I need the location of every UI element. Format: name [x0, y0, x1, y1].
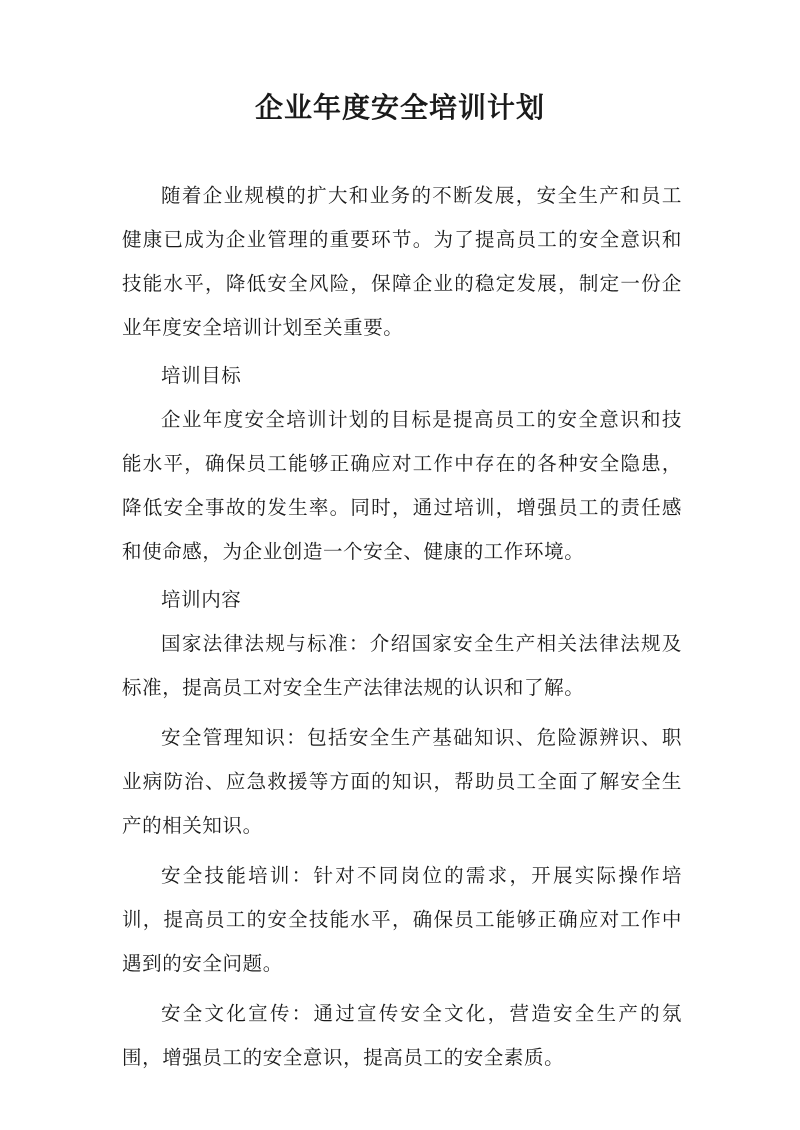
intro-paragraph: 随着企业规模的扩大和业务的不断发展，安全生产和员工健康已成为企业管理的重要环节。为了提高员工的安全意识和技能水平，降低安全风险，保障企业的稳定发展，制定一份企业年度安全培训计划至关重要。: [122, 184, 682, 339]
document-body: [122, 174, 682, 1084]
content-item-management: 安全管理知识：包括安全生产基础知识、危险源辨识、职业病防治、应急救援等方面的知识，帮助员工全面了解安全生产的相关知识。: [122, 726, 682, 837]
content-item-skills: 安全技能培训：针对不同岗位的需求，开展实际操作培训，提高员工的安全技能水平，确保员工能够正确应对工作中遇到的安全问题。: [122, 864, 682, 975]
content-item-culture: 安全文化宣传：通过宣传安全文化，营造安全生产的氛围，增强员工的安全意识，提高员工的安全素质。: [122, 1002, 682, 1069]
content-item-laws: 国家法律法规与标准：介绍国家安全生产相关法律法规及标准，提高员工对安全生产法律法规的认识和了解。: [122, 632, 682, 699]
section-heading-goal: 培训目标: [161, 364, 242, 387]
section-heading-content: 培训内容: [161, 588, 242, 611]
page-title: 企业年度安全培训计划: [254, 91, 545, 124]
goal-paragraph: 企业年度安全培训计划的目标是提高员工的安全意识和技能水平，确保员工能够正确应对工作中存在的各种安全隐患，降低安全事故的发生率。同时，通过培训，增强员工的责任感和使命感，为企业创造一个安全、健康的工作环境。: [122, 408, 682, 563]
